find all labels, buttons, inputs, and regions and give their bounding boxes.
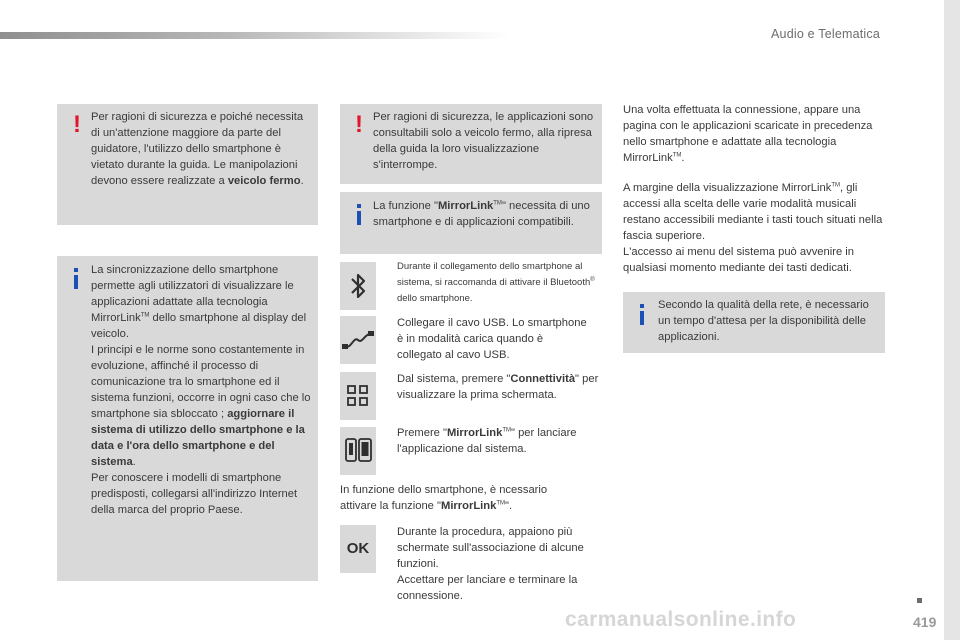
warning-text: Per ragioni di sicurezza e poiché necessita di un'attenzione maggiore da parte del guidatore, l'utilizzo dello smartphone è vietato durante la guida. Le manipolazioni devono essere realizzate a veicolo fermo.	[91, 111, 304, 187]
warning-icon: !	[73, 111, 81, 138]
sync-text: La sincronizzazione dello smartphone permette agli utilizzatori di visualizzare le applicazioni adattate alla tecnologia MirrorLink™ dello smartphone al display del veicolo. I principi e le norme sono costantemente in evoluzione, affinché il processo di comunicazione tra lo smartphone ed il sistema funzioni, occorre in ogni caso che lo smartphone sia sbloccato ; aggiornare il sistema di utilizzo dello smartphone e la data e l'ora dello smartphone e del sistema. Per conoscere i modelli di smartphone predisposti, collegarsi all'indirizzo Internet della marca del proprio Paese.	[91, 264, 311, 516]
warning-box-driving	[57, 104, 318, 225]
info-box-network	[623, 292, 885, 353]
warning-text: Per ragioni di sicurezza, le applicazioni sono consultabili solo a veicolo fermo, alla ripresa della guida la loro visualizzazione s'interrompe.	[373, 111, 594, 171]
ok-step-text: Durante la procedura, appaiono più schermate sull'associazione di alcune funzioni. Accettare per lanciare e terminare la connessione.	[397, 526, 584, 602]
page-edge-strip	[944, 0, 960, 640]
activate-text: In funzione dello smartphone, è ncessario attivare la funzione "MirrorLink™".	[340, 484, 548, 512]
usb-cable-icon	[340, 316, 376, 364]
mirrorlink-req-text: La funzione "MirrorLink™" necessita di uno smartphone e di applicazioni compatibili.	[373, 200, 590, 228]
connectivity-grid-icon	[340, 372, 376, 420]
ok-icon: OK	[340, 525, 376, 573]
info-box-sync	[57, 256, 318, 581]
page-number: 419	[913, 614, 937, 630]
section-title: Audio e Telematica	[771, 27, 880, 41]
page-marker	[917, 598, 922, 603]
header-bar	[0, 32, 510, 39]
network-text: Secondo la qualità della rete, è necessario un tempo d'attesa per la disponibilità delle applicazioni.	[658, 299, 869, 343]
info-box-mirrorlink	[340, 192, 602, 254]
usb-step-text: Collegare il cavo USB. Lo smartphone è in modalità carica quando è collegato al cavo USB.	[397, 317, 587, 361]
connectivity-step-text: Dal sistema, premere "Connettività" per visualizzare la prima schermata.	[397, 373, 599, 401]
right-column-text: Una volta effettuata la connessione, appare una pagina con le applicazioni scaricate in precedenza nello smartphone e adattate alla tecnologia MirrorLink™. A margine della visualizzazione MirrorLink™, gli accessi alla scelta delle varie modalità musicali restano accessibili mediante i tasti touch situati nella fascia superiore. L'accesso ai menu del sistema può avvenire in qualsiasi momento mediante dei tasti dedicati.	[623, 104, 883, 274]
bluetooth-icon	[340, 262, 376, 310]
mirrorlink-step-text: Premere "MirrorLink™" per lanciare l'applicazione dal sistema.	[397, 427, 577, 455]
mirrorlink-icon	[340, 427, 376, 475]
watermark: carmanualsonline.info	[565, 608, 797, 631]
warning-icon: !	[355, 111, 363, 138]
bluetooth-step-text: Durante il collegamento dello smartphone al sistema, si raccomanda di attivare il Bluetooth® dello smartphone.	[397, 261, 595, 304]
warning-box-apps	[340, 104, 602, 184]
